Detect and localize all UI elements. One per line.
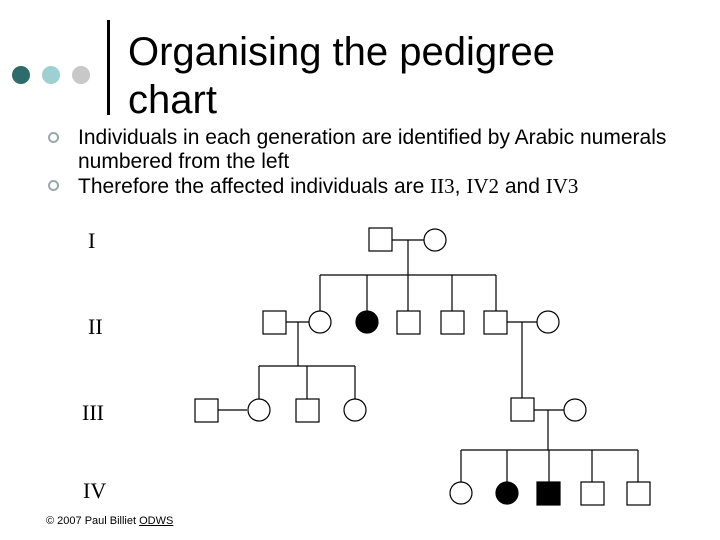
individual-III3 (296, 399, 319, 422)
footer-credit (46, 515, 173, 527)
individual-II6 (484, 311, 507, 334)
title-line-2: chart (128, 78, 217, 122)
individual-IV1 (450, 482, 472, 504)
individual-II5 (441, 311, 464, 334)
footer-link[interactable]: ODWS (139, 515, 174, 527)
individual-III1 (195, 399, 218, 422)
separator: , (454, 175, 467, 198)
individual-IV4 (581, 482, 604, 505)
bullet-text: Individuals in each generation are identified by Arabic numerals numbered from the left (78, 126, 667, 173)
generation-label-II: II (88, 314, 103, 339)
individual-II4 (397, 311, 420, 334)
individual-II7 (537, 311, 559, 333)
footer-text: © 2007 Paul Billiet (46, 515, 140, 527)
individual-II1 (263, 311, 286, 334)
individual-I1 (369, 228, 392, 251)
individual-I2 (424, 229, 446, 251)
individual-III5 (511, 398, 534, 421)
generation-label-IV: IV (83, 478, 107, 503)
individual-IV5 (627, 482, 650, 505)
separator: and (499, 175, 546, 198)
individual-id: II3 (430, 174, 455, 198)
bullet-text: Therefore the affected individuals are (78, 175, 431, 198)
title-line-1: Organising the pedigree (128, 30, 555, 74)
pedigree-lines (218, 240, 638, 482)
individual-III4 (344, 399, 366, 421)
individual-IV2 (496, 482, 518, 504)
individual-id: IV2 (466, 174, 500, 198)
individual-II3 (356, 311, 378, 333)
individual-III2 (248, 399, 270, 421)
generation-label-I: I (88, 228, 96, 253)
individual-III6 (564, 399, 586, 421)
individual-II2 (309, 311, 331, 333)
individual-IV3 (537, 482, 560, 505)
individual-id: IV3 (545, 174, 579, 198)
generation-label-III: III (82, 400, 104, 425)
